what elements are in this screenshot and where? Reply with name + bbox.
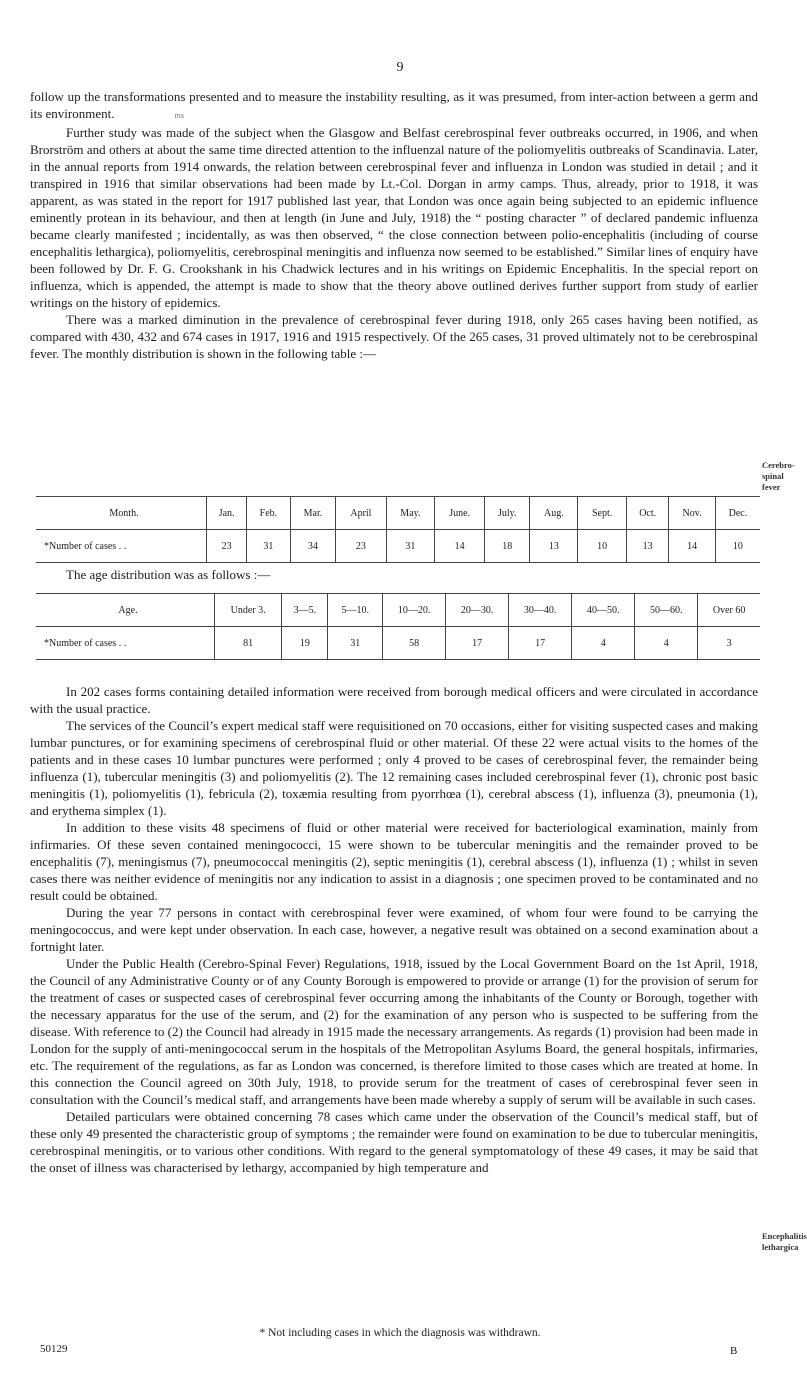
paragraph-services: The services of the Council’s expert medical staff were requisitioned on 70 occasions, either for visiting suspected cases and making lumbar punctures, or for examining specimens of cerebrospinal fluid or other material. Of these 22 were actual visits to the homes of the patients and in these cases 10 lumbar punctures were performed ; only 4 proved to be cases of cerebrospinal fever, the remainder being influenza (1), tubercular meningitis (3) and poliomyelitis (2). The 12 remaining cases included cerebrospinal fever (1), chronic post basic meningitis (1), poliomyelitis (1), febricula (2), toxæmia resulting from pyorrhœa (1), cerebral abscess (1), influenza (3), pneumonia (1), and erythema simplex (1). [30,718,758,818]
table-cell-month-value-5: 14 [435,530,485,563]
signature-mark: B [730,1345,738,1357]
table-header-month-cell-10: Nov. [669,497,715,530]
table-header-age-cell-4: 20—30. [446,594,509,627]
table-cell-month-value-3: 23 [336,530,386,563]
margin-note-encephalitis: Encephalitis lethargica [762,1231,807,1252]
table-header-month-cell-7: Aug. [530,497,578,530]
print-code: 50129 [40,1343,68,1355]
paragraph-continuation: follow up the transformations presented and to measure the instability resulting, as it was presumed, from inter-action between a germ and its environment. ms [30,89,758,121]
table-header-month-cell-5: June. [435,497,485,530]
table-cell-age-value-6: 4 [572,627,635,660]
table-header-age-cell-8: Over 60 [698,594,760,627]
table-cell-age-value-2: 31 [328,627,383,660]
intro-text-block [30,88,758,362]
table-cell-month-value-6: 18 [485,530,530,563]
table-row-label: *Number of cases . . [36,627,215,660]
table-header-age-cell-6: 40—50. [572,594,635,627]
age-intro [30,566,758,583]
table-header-age: Age. [36,594,215,627]
table-header-month-cell-9: Oct. [627,497,669,530]
table-header-month-cell-8: Sept. [578,497,627,530]
table-header-age-cell-1: 3—5. [282,594,328,627]
page-number: 9 [396,60,404,75]
table-header-age-cell-2: 5—10. [328,594,383,627]
table-cell-month-value-4: 31 [386,530,435,563]
table-header-month-cell-0: Jan. [207,497,247,530]
body-text-block [30,683,758,1176]
paragraph-encephalitis: Detailed particulars were obtained concerning 78 cases which came under the observation of the Council’s medical staff, but of these only 49 presented the characteristic group of symptoms ; the remainder were found on examination to be due to tubercular meningitis, cerebrospinal meningitis, or to various other conditions. With regard to the general symptomatology of these 49 cases, it may be said that the onset of illness was characterised by lethargy, accompanied by high temperature and [30,1109,758,1175]
table-cell-age-value-5: 17 [509,627,572,660]
paragraph-history: Further study was made of the subject when the Glasgow and Belfast cerebrospinal fever outbreaks occurred, in 1906, and when Brorström and others at about the same time directed attention to the influenzal nature of the poliomyelitis outbreaks of Scandinavia. Later, in the annual reports from 1914 onwards, the relation between cerebrospinal fever and influenza in London was studied in detail ; and it transpired in 1916 that similar observations had been made by Lt.-Col. Dorgan in army camps. Thus, already, prior to 1918, it was apparent, as was stated in the report for 1917 published last year, that London was once again being subjected to an epidemic influence eminently protean in its behaviour, and then at length (in June and July, 1918) the “ posting character ” of declared pandemic influenza became clearly manifested ; incidentally, as was then observed, “ the close connection between polio-encephalitis (including of course encephalitis lethargica), poliomyelitis, cerebrospinal meningitis and influenza now seemed to be established.” Similar lines of enquiry have been followed by Dr. F. G. Crookshank in his Chadwick lectures and in his writings on Epidemic Encephalitis. In the special report on influenza, which is appended, the attempt is made to show that the theory above outlined derives further support from study of earlier writings on the history of epidemics. [30,125,758,310]
table-cell-month-value-10: 14 [669,530,715,563]
table-header-month-cell-4: May. [386,497,435,530]
table-row-label: *Number of cases . . [36,530,207,563]
table-cell-age-value-1: 19 [282,627,328,660]
footnote: * Not including cases in which the diagnosis was withdrawn. [259,1327,541,1339]
table-cell-month-value-0: 23 [207,530,247,563]
table-cell-month-value-9: 13 [627,530,669,563]
table-header-month: Month. [36,497,207,530]
table-cell-age-value-7: 4 [635,627,698,660]
table-cell-month-value-8: 10 [578,530,627,563]
age-intro-text: The age distribution was as follows :— [66,567,271,582]
table-cell-month-value-2: 34 [290,530,336,563]
table-cell-age-value-4: 17 [446,627,509,660]
table-cell-age-value-3: 58 [383,627,446,660]
paragraph-contacts: During the year 77 persons in contact with cerebrospinal fever were examined, of whom four were found to be carrying the meningococcus, and were kept under observation. In each case, however, a negative result was obtained on a second examination about a fortnight later. [30,905,758,954]
table-header-month-cell-6: July. [485,497,530,530]
stray-mark: ms [174,111,184,120]
table-header-month-cell-3: April [336,497,386,530]
table-cell-age-value-0: 81 [215,627,282,660]
paragraph-prevalence: There was a marked diminution in the prevalence of cerebrospinal fever during 1918, only 265 cases having been notified, as compared with 430, 432 and 674 cases in 1917, 1916 and 1915 respectively. Of the 265 cases, 31 proved ultimately not to be cerebrospinal fever. The monthly distribution is shown in the following table :— [30,312,758,361]
table-cell-age-value-8: 3 [726,637,732,649]
table-header-month-cell-2: Mar. [290,497,336,530]
paragraph-regulations: Under the Public Health (Cerebro-Spinal Fever) Regulations, 1918, issued by the Local Government Board on the 1st April, 1918, the Council of any Administrative County or of any County Borough is empowered to provide or arrange (1) for the provision of serum for the treatment of cases or suspected cases of cerebrospinal fever occurring among the inhabitants of the County or Borough, together with the necessary apparatus for the use of the serum, and (2) for the examination of any person who is suspected to be suffering from the disease. With reference to (2) the Council had already in 1915 made the necessary arrangements. As regards (1) provision had been made in London for the supply of anti-meningococcal serum in the hospitals of the Metropolitan Asylums Board, the general hospitals, infirmaries, etc. The requirement of the regulations, as far as London was concerned, is therefore limited to those cases which are treated at home. In this connection the Council agreed on 30th July, 1918, to provide serum for the treatment of cases of cerebrospinal fever seen in consultation with the Council’s medical staff, and arrangements have been made whereby a supply of serum will be available in such cases. [30,956,758,1107]
age-distribution-table [36,593,760,660]
table-header-age-cell-3: 10—20. [383,594,446,627]
table-cell-month-value-11: 10 [732,540,743,552]
table-header-month-cell-1: Feb. [247,497,290,530]
table-cell-month-value-1: 31 [247,530,290,563]
table-header-age-cell-0: Under 3. [215,594,282,627]
paragraph-forms: In 202 cases forms containing detailed information were received from borough medical officers and were circulated in accordance with the usual practice. [30,684,758,716]
margin-note-cerebrospinal: Cerebro-spinal fever [762,460,795,492]
monthly-distribution-table [36,496,760,563]
table-header-month-cell-11: Dec. [715,497,760,530]
table-cell-month-value-7: 13 [530,530,578,563]
table-header-age-cell-5: 30—40. [509,594,572,627]
paragraph-specimens: In addition to these visits 48 specimens of fluid or other material were received for bacteriological examination, mainly from infirmaries. Of these seven contained meningococci, 15 were shown to be tubercular meningitis and the remainder proved to be encephalitis (7), meningismus (7), pneumococcal meningitis (2), septic meningitis (1), cerebral abscess (1), influenza (1) ; whilst in seven cases there was neither evidence of meningitis nor any indication to assist in a diagnosis ; one specimen proved to be contaminated and no result could be obtained. [30,820,758,903]
table-header-age-cell-7: 50—60. [635,594,698,627]
